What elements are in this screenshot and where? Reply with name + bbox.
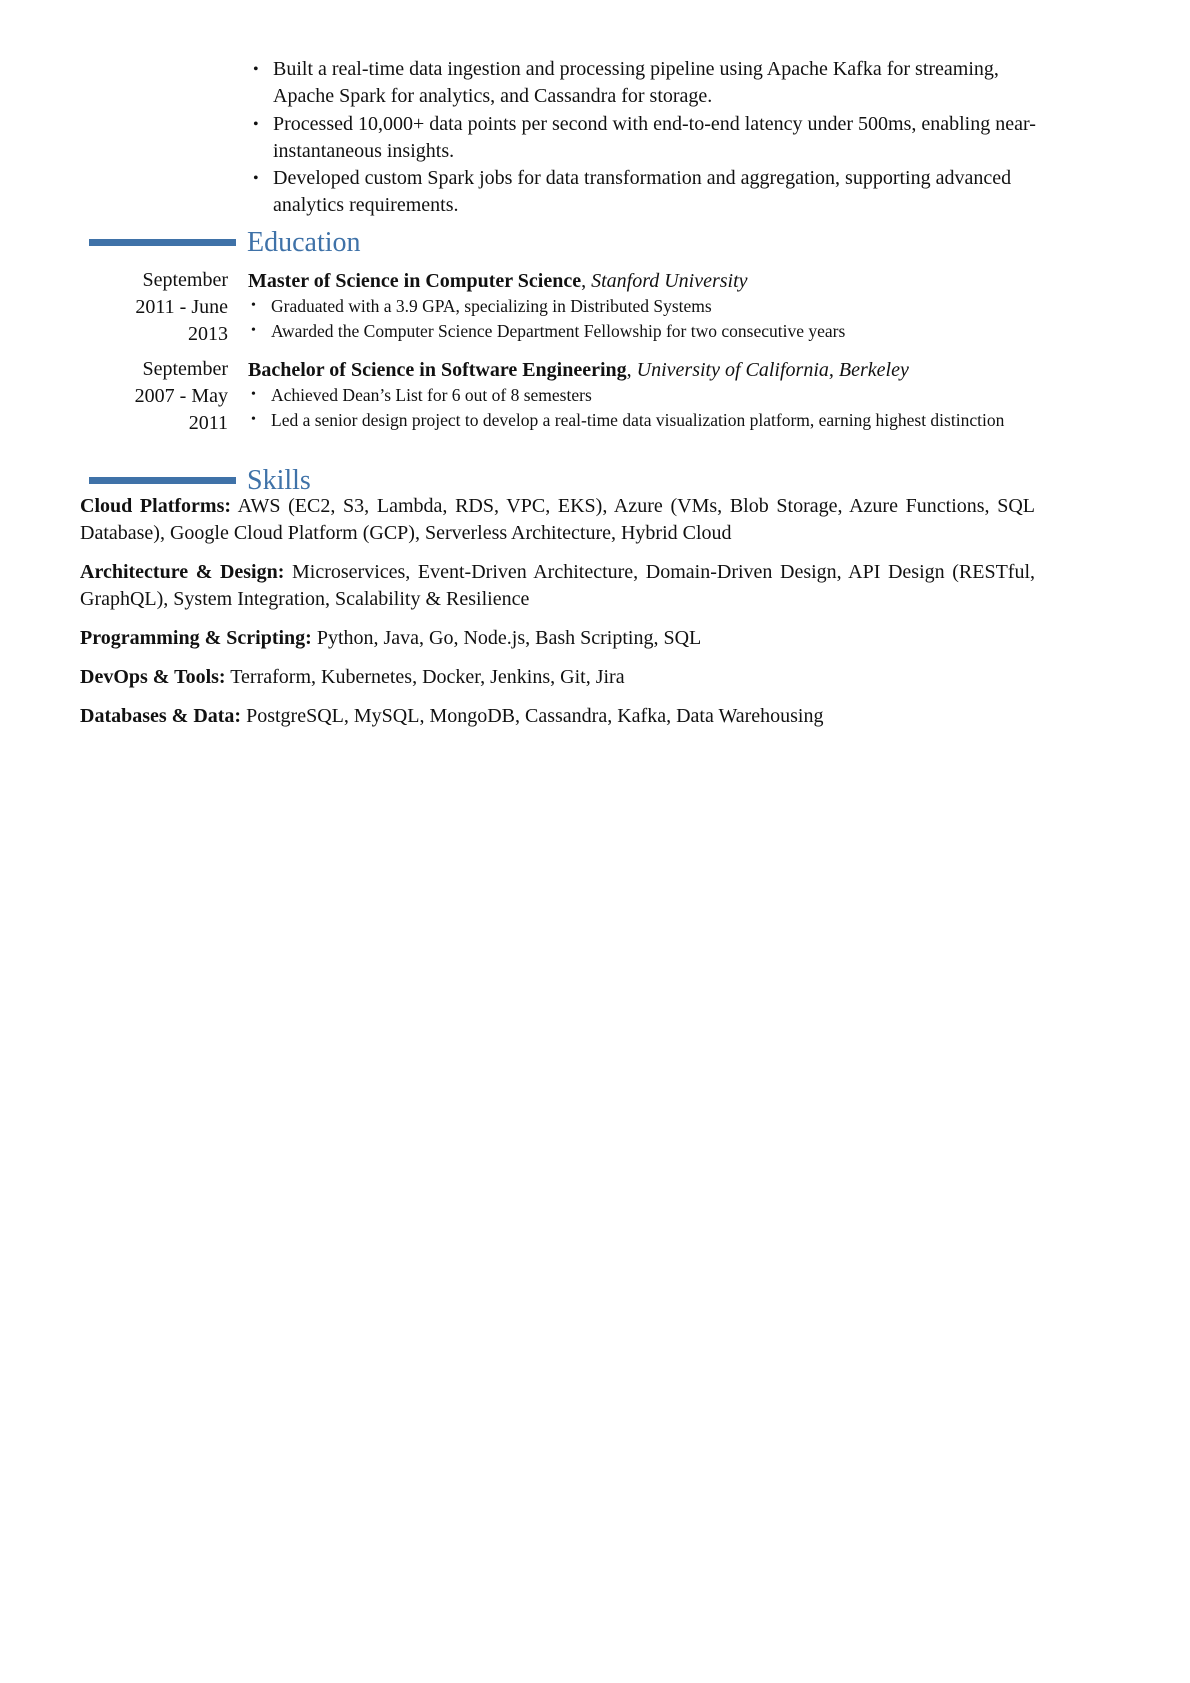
education-entry: Master of Science in Computer Science, Stanford University • Graduated with a 3.9 GPA, specializing in Distributed Systems • Awarded the Computer Science Department Fellowship for two consecutive years	[248, 268, 1038, 343]
bullet-item: • Processed 10,000+ data points per second with end-to-end latency under 500ms, enabling near-instantaneous insights.	[253, 111, 1043, 166]
section-rule	[89, 239, 236, 246]
skill-label: Cloud Platforms:	[80, 495, 232, 517]
skill-row	[80, 703, 1035, 730]
degree: Master of Science in Computer Science	[248, 270, 582, 292]
bullet-item: • Developed custom Spark jobs for data transformation and aggregation, supporting advanced analytics requirements.	[253, 165, 1043, 220]
section-title-skills: Skills	[247, 465, 311, 496]
education-date: September 2007 - May 2011	[134, 358, 228, 434]
education-date: September 2011 - June 2013	[135, 269, 228, 345]
skill-row	[80, 664, 1035, 691]
skill-label: DevOps & Tools:	[80, 665, 226, 688]
degree: Bachelor of Science in Software Engineering	[248, 359, 627, 381]
skill-value: AWS (EC2, S3, Lambda, RDS, VPC, EKS), Azure (VMs, Blob Storage, Azure Functions, SQL Database), Google Cloud Platform (GCP), Serverless Architecture, Hybrid Cloud	[80, 495, 1035, 545]
school: University of California, Berkeley	[636, 359, 909, 381]
skill-row	[80, 625, 1035, 652]
bullet-item: • Graduated with a 3.9 GPA, specializing in Distributed Systems	[248, 294, 1038, 319]
experience-bullets	[253, 56, 1043, 220]
skills-list	[80, 493, 1035, 742]
education-entry: Bachelor of Science in Software Engineering, University of California, Berkeley • Achieved Dean’s List for 6 out of 8 semesters • Led a senior design project to develop a real-time data visualization platform, earning highest distinction	[248, 357, 1038, 432]
skill-row	[80, 493, 1035, 548]
skill-value: PostgreSQL, MySQL, MongoDB, Cassandra, Kafka, Data Warehousing	[246, 704, 824, 727]
bullet-item: • Achieved Dean’s List for 6 out of 8 semesters	[248, 383, 1038, 408]
skill-row	[80, 559, 1035, 614]
skill-value: Python, Java, Go, Node.js, Bash Scripting, SQL	[316, 627, 702, 650]
bullet-item: • Awarded the Computer Science Department Fellowship for two consecutive years	[248, 319, 1038, 344]
skill-label: Databases & Data:	[80, 704, 242, 727]
bullet-item: • Led a senior design project to develop a real-time data visualization platform, earning highest distinction	[248, 408, 1038, 433]
school: Stanford University	[591, 270, 748, 292]
section-rule	[89, 477, 236, 484]
skill-label: Programming & Scripting:	[80, 627, 312, 650]
skill-value: Microservices, Event-Driven Architecture, Domain-Driven Design, API Design (RESTful, GraphQL), System Integration, Scalability & Resilience	[80, 561, 1036, 611]
section-title-education: Education	[247, 227, 361, 258]
bullet-item: • Built a real-time data ingestion and processing pipeline using Apache Kafka for streaming, Apache Spark for analytics, and Cassandra for storage.	[253, 56, 1043, 111]
skill-label: Architecture & Design:	[80, 561, 285, 584]
skill-value: Terraform, Kubernetes, Docker, Jenkins, Git, Jira	[230, 665, 625, 688]
